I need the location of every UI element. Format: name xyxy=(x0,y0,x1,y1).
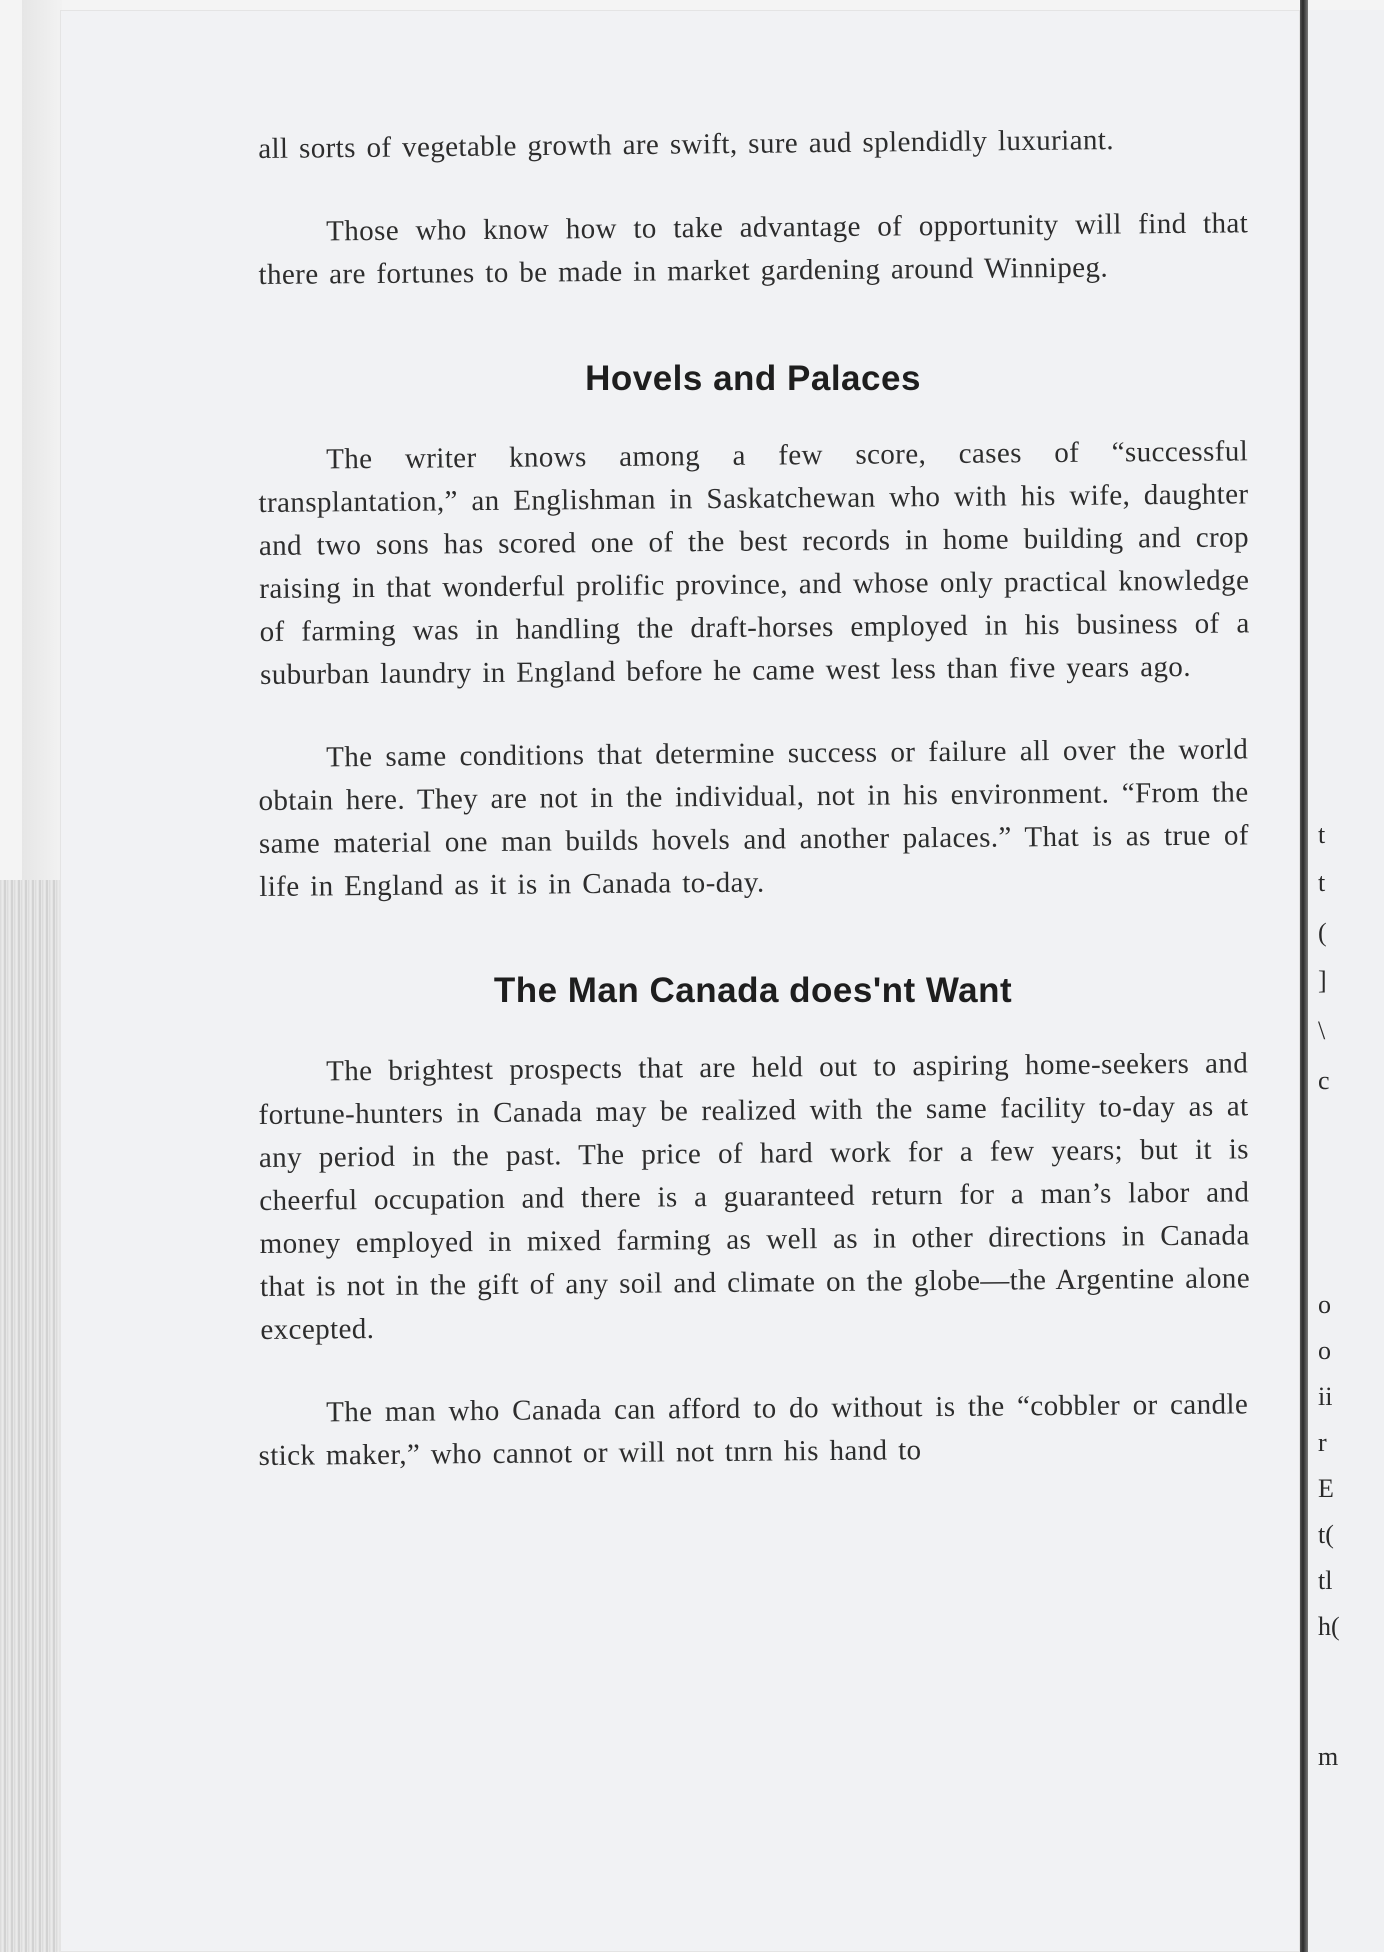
paragraph: The man who Canada can afford to do without is the “cobbler or candle stick maker,” who cannot or will not tnrn his hand to xyxy=(258,1388,1249,1472)
section-heading-man-canada: The Man Canada does'nt Want xyxy=(493,971,1013,1010)
facing-page-fragment: \ xyxy=(1318,1016,1326,1045)
facing-page-fragment: tl xyxy=(1318,1566,1333,1595)
facing-page-fragment: t( xyxy=(1318,1520,1334,1549)
left-page-stack-edges xyxy=(0,880,60,1952)
book-gutter xyxy=(1300,0,1308,1952)
left-page-stack-top xyxy=(22,0,62,880)
facing-page-fragment: ] xyxy=(1318,966,1327,995)
facing-page-fragment: t xyxy=(1318,868,1326,897)
facing-page-fragment: E xyxy=(1318,1474,1334,1503)
facing-page-fragment: o xyxy=(1318,1336,1331,1365)
facing-page-fragment: ii xyxy=(1318,1382,1333,1411)
facing-page-fragment: m xyxy=(1318,1742,1339,1771)
paragraph: The same conditions that determine success or failure all over the world obtain here. They are not in the individual, not in his environment. “From the same material one man builds hovels and another palaces.” That is as true of life in England as it is in Canada to-day. xyxy=(258,733,1250,903)
section-heading-hovels: Hovels and Palaces xyxy=(585,359,921,398)
paragraph: The brightest prospects that are held out to aspiring home-seekers and fortune-hunters in Canada may be realized with the same facility to-day as at any period in the past. The price of hard work for a few years; but it is cheerful occupation and there is a guaranteed return for a man’s labor and money employed in mixed farming as well as in other directions in Canada that is not in the gift of any soil and climate on the globe—the Argentine alone excepted. xyxy=(258,1047,1251,1346)
paragraph: Those who know how to take advantage of opportunity will find that there are fortunes to be made in market gardening around Winnipeg. xyxy=(258,207,1249,291)
facing-page-fragment: r xyxy=(1318,1428,1327,1457)
facing-page-fragment: h( xyxy=(1318,1612,1340,1641)
facing-page-edge xyxy=(1308,10,1384,1952)
paragraph: The writer knows among a few score, cases of “successful transplantation,” an Englishman in Saskatchewan who with his wife, daughter and two sons has scored one of the best records in home building and crop raising in that wonderful prolific province, and whose only practical knowledge of farming was in handling the draft-horses employed in his business of a suburban laundry in England before he came west less than five years ago. xyxy=(258,435,1250,691)
facing-page-fragment: t xyxy=(1318,820,1326,849)
facing-page-fragment: c xyxy=(1318,1066,1330,1095)
facing-page-fragment: o xyxy=(1318,1290,1331,1319)
facing-page-fragment: ( xyxy=(1318,918,1327,947)
paragraph: all sorts of vegetable growth are swift, sure aud splendidly luxuriant. xyxy=(258,124,1115,165)
page-text-column xyxy=(258,124,1251,1478)
